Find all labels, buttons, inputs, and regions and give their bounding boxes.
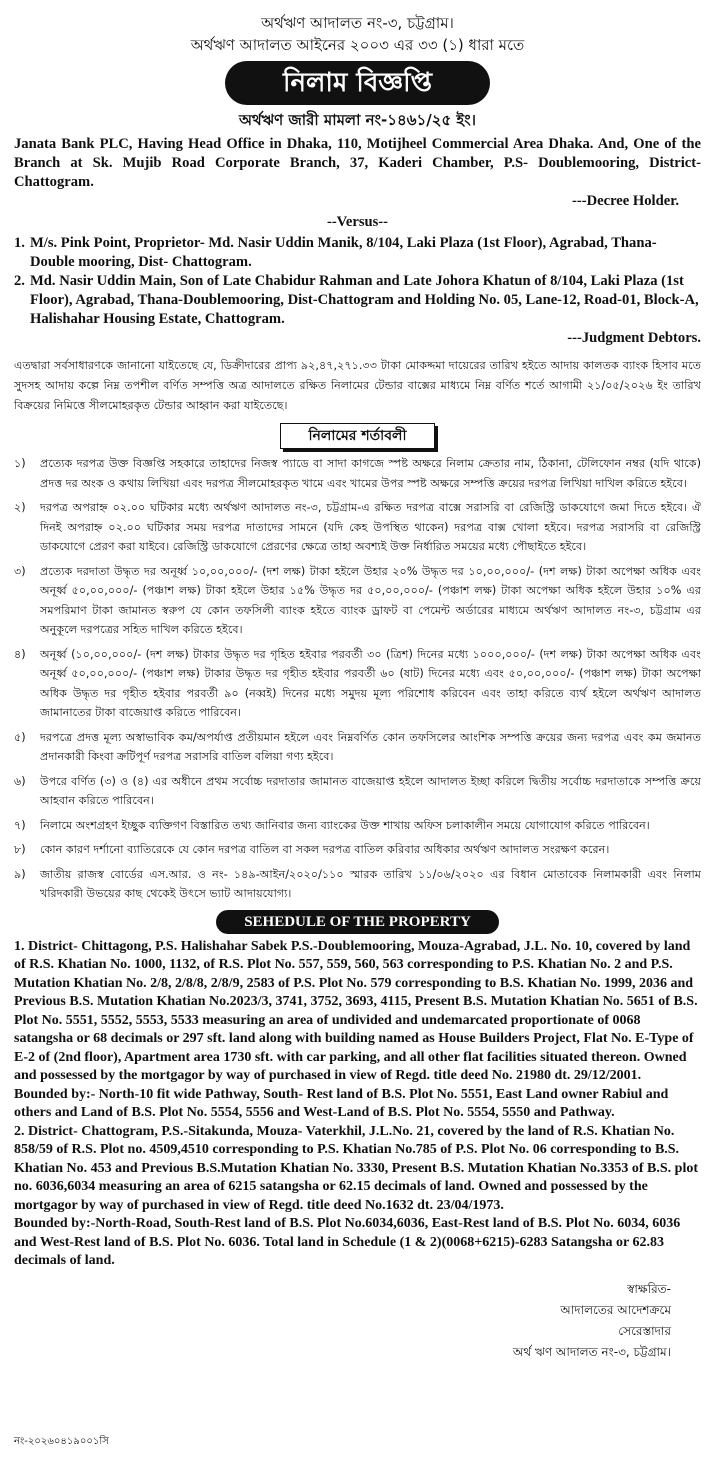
decree-holder-text: Janata Bank PLC, Having Head Office in Dhaka, 110, Motijheel Commercial Area Dhaka. And, One of the Branch at Sk. Mujib Road Corporate Branch, 37, Kaderi Chamber, P.S- Doublemooring, District- Chattogram.	[14, 136, 701, 190]
debtor-text: Md. Nasir Uddin Main, Son of Late Chabidur Rahman and Late Johora Khatun of 8/104, Laki Plaza (1st Floor), Agrabad, Thana-Doublemooring, Dist-Chattogram and Holding No. 05, Lane-12, Road-01, Block-A, Halishahar Housing Estate, Chattogram.	[30, 273, 699, 327]
schedule-item-1: 1. District- Chittagong, P.S. Halishahar Sabek P.S.-Doublemooring, Mouza-Agrabad, J.L. No. 10, covered by land of R.S. Khatian No. 1000, 1132, of R.S. Plot No. 557, 559, 560, 563 corresponding to P.S. Khatian No. 2 and P.S. Mutation Khatian No. 2/8, 2/8/8, 2/8/9, 2583 of P.S. Plot No. 579 corresponding to B.S. Khatian No. 1999, 2036 and Previous B.S. Mutation Khatian No.2023/3, 3741, 3752, 3693, 4115, Present B.S. Mutation Khatian No. 5651 of B.S. Plot No. 5551, 5552, 5553, 5533 measuring an area of undivided and undemarcated proportionate of 0068 satangsha or 68 decimals or 297 sft. land along with building named as House Builders Project, Flat No. E-Type of E-2 of (2nd floor), Apartment area 1730 sft. with car parking, and all other flat facilities situated thereon. Owned and possessed by the mortgagor by way of purchased in view of Regd. title deed No. 21980 dt. 29/12/2001.	[14, 938, 698, 1083]
debtor-item	[14, 234, 701, 272]
term-text: কোন কারণ দর্শানো ব্যাতিরেকে যে কোন দরপত্র বাতিল বা সকল দরপত্র বাতিল করিবার অধিকার অর্থঋণ আদালত সংরক্ষণ করেন।	[40, 843, 610, 856]
notice-title: নিলাম বিজ্ঞপ্তি	[225, 61, 490, 105]
term-number: ৯)	[14, 867, 26, 881]
schedule-boundary-2: Bounded by:-North-Road, South-Rest land of B.S. Plot No.6034,6036, East-Rest land of B.S. Plot No. 6034, 6036 and West-Rest land of B.S. Plot No. 6036. Total land in Schedule (1 & 2)(0068+6215)-6283 Satangsha or 62.83 decimals of land.	[14, 1216, 681, 1268]
judgment-debtors-label: ---Judgment Debtors.	[567, 330, 701, 346]
versus-label: --Versus--	[326, 214, 389, 230]
court-name: অর্থঋণ আদালত নং-৩, চট্টগ্রাম।	[261, 14, 454, 32]
term-text: উপরে বর্ণিত (৩) ও (৪) এর অধীনে প্রথম সর্বোচ্চ দরদাতার জামানত বাজেয়াপ্ত হইলে আদালত ইচ্ছা করিলে দ্বিতীয় সর্বোচ্চ দরদাতাকে সম্পত্তি ক্রয়ে আহবান করিতে পারিবেন।	[40, 774, 701, 807]
term-text: জাতীয় রাজস্ব বোর্ডের এস.আর. ও নং- ১৪৯-আইন/২০২০/১১০ স্মারক তারিখ ১১/০৬/২০২০ এর বিধান মোতাবেক নিলামকারী এবং নিলাম খরিদকারী উভয়ের কাছ থেকেই উৎসে ভ্যাট আদায়যোগ্য।	[40, 867, 701, 900]
signature-court-name: অর্থ ঋণ আদালত নং-৩, চট্টগ্রাম।	[512, 1344, 671, 1359]
schedule-boundary-1: Bounded by:- North-10 fit wide Pathway, South- Rest land of B.S. Plot No. 5551, East Land owner Rabiul and others and Land of B.S. Plot No. 5554, 5556 and West-Land of B.S. Plot No. 5554, 5550 and Pathway.	[14, 1086, 669, 1120]
term-number: ৩)	[14, 564, 26, 578]
term-number: ১)	[14, 457, 26, 470]
term-number: ৬)	[14, 774, 26, 788]
term-item	[14, 645, 701, 723]
term-text: প্রত্যেক দরদাতা উদ্ধৃত দর অনূর্ধ্ব ১০,০০,০০০/- (দশ লক্ষ) টাকা হইলে উহার ২০% উদ্ধৃত দর ১০,০০,০০০/- (দশ লক্ষ) টাকা অপেক্ষা অধিক এবং অনূর্ধ্ব ৫০,০০,০০০/- (পঞ্চাশ লক্ষ) টাকা হইলে উহার ১৫% উদ্ধৃত দর ৫০,০০,০০০/- (পঞ্চাশ লক্ষ) টাকা অপেক্ষা অধিক হইলে উহার ১০% এর সমপরিমাণ টাকা জামানত স্বরুপ যে কোন তফসিলী ব্যাংক হইতে ব্যাংক ড্রাফট বা পেমেন্ট অর্ডারের মাধ্যমে অর্থঋণ আদালত নং-৩, চট্টগ্রাম এর অনুকূলে দরপত্রের সহিত দাখিল করিতে হইবে।	[40, 564, 701, 636]
schedule-heading: SEHEDULE OF THE PROPERTY	[216, 910, 499, 934]
term-item	[14, 816, 701, 836]
term-item	[14, 454, 701, 493]
terms-heading-wrap	[14, 423, 701, 449]
by-order-label: আদালতের আদেশক্রমে	[560, 1302, 671, 1317]
schedule-heading-wrap	[14, 910, 701, 934]
debtor-number: 1.	[14, 235, 25, 251]
term-number: ২)	[14, 501, 26, 514]
term-number: ৮)	[14, 843, 26, 856]
schedule-section	[14, 938, 701, 1271]
term-item	[14, 498, 701, 557]
serestadar-label: সেরেস্তাদার	[618, 1323, 671, 1338]
term-item	[14, 772, 701, 811]
debtor-number: 2.	[14, 273, 25, 289]
term-text: দরপত্রে প্রদত্ত মূল্য অস্বাভাবিক কম/অপর্যাপ্ত প্রতীয়মান হইলে এবং নিম্নবর্ণিত কোন তফসিলের আংশিক সম্পত্তি ক্রয়ের জন্য দরপত্র এবং কম জমানত প্রদানকারী কিংবা ক্রটিপূর্ণ দরপত্র সরাসরি বাতিল বলিয়া গণ্য হইবে।	[40, 730, 701, 763]
term-text: প্রত্যেক দরপত্র উক্ত বিজ্ঞপ্তি সহকারে তাহাদের নিজস্ব প্যাডে বা সাদা কাগজে স্পষ্ট অক্ষরে নিলাম ক্রেতার নাম, ঠিকানা, টেলিফোন নম্বর (যদি থাকে) প্রদত্ত দর অংক ও কথায় লিখিয়া এবং দরপত্র সীলমোহরকৃত খামে এবং খামের উপর স্পষ্ট অক্ষরে সম্পত্তি ক্রয়ের দরপত্র লিখিয়া দাখিল করিতে হইবে।	[40, 457, 701, 490]
term-text: নিলামে অংশগ্রহণ ইচ্ছুক ব্যক্তিগণ বিস্তারিত তথ্য জানিবার জন্য ব্যাংকের উক্ত শাখায় অফিস চলাকালীন সময়ে যোগাযোগ করিতে পারিবেন।	[40, 818, 650, 832]
term-item	[14, 840, 701, 860]
terms-list	[14, 454, 701, 904]
schedule-item-2: 2. District- Chattogram, P.S.-Sitakunda, Mouza- Vaterkhil, J.L.No. 21, covered by the land of R.S. Khatian No. 858/59 of R.S. Plot no. 4509,4510 corresponding to P.S. Khatian No.785 of P.S. Plot No. 06 corresponding to B.S. Khatian No. 453 and Previous B.S.Mutation Khatian No. 3330, Present B.S. Mutation Khatian No.3353 of B.S. plot no. 6036,6034 measuring an area of 6215 satangsha or 62.15 decimals of land. Owned and possessed by the mortgagor by way of purchased in view of Regd. title deed No.1632 dt. 23/04/1973.	[14, 1123, 699, 1213]
law-reference: অর্থঋণ আদালত আইনের ২০০৩ এর ৩৩ (১) ধারা মতে	[190, 36, 525, 54]
term-number: ৫)	[14, 730, 26, 744]
signed-label: স্বাক্ষরিত-	[627, 1281, 671, 1296]
intro-paragraph: এতদ্বারা সর্বসাধারণকে জানানো যাইতেছে যে, ডিক্রীদারের প্রাপ্য ৯২,৪৭,২৭১.৩৩ টাকা মোকদ্দমা দায়েরের তারিখ হইতে আদায় কালতক ব্যাংক হিসাব মতে সুদসহ আদায় কল্পে নিম্ন তপশীল বর্ণিত সম্পত্তি অত্র আদালতে রক্ষিত নিলামের টেন্ডার বাক্সের মাধ্যমে নিম্ন বর্ণিত শর্তে আগামী ২১/০৫/২০২৬ ইং তারিখ বিক্রয়ের নিমিত্তে সীলমোহরকৃত টেন্ডার আহ্বান করা যাইতেছে।	[14, 359, 701, 412]
decree-holder-block	[14, 135, 701, 348]
signature-block	[14, 1279, 701, 1363]
term-number: ৭)	[14, 818, 26, 832]
term-item	[14, 562, 701, 640]
decree-holder-label: ---Decree Holder.	[572, 193, 679, 209]
term-text: দরপত্র অপরাহ্ন ০২.০০ ঘটিকার মধ্যে অর্থঋণ আদালত নং-৩, চট্টগ্রাম-এ রক্ষিত দরপত্র বাক্সে সরাসরি বা রেজিস্ট্রি ডাকযোগে জমা দিতে হইবে। ঐ দিনই অপরাহ্ন ০২.০০ ঘটিকার সময় দরপত্র দাতাদের সামনে (যদি কেহ উপস্থিত থাকেন) দরপত্র বাক্স খোলা হইবে। দরপত্র সরাসরি বা রেজিস্ট্রি ডাকযোগে প্রেরণ করা যাইবে। রেজিস্ট্রি ডাকযোগে প্রেরণের ক্ষেত্রে তাহা অবশ্যই উক্ত নির্ধারিত সময়ের মধ্যে পৌছাইতে হইবে।	[40, 501, 701, 553]
term-number: ৪)	[14, 647, 26, 661]
case-number: অর্থঋণ জারী মামলা নং-১৪৬১/২৫ ইং।	[238, 111, 477, 129]
title-banner	[14, 61, 701, 105]
term-text: অনূর্ধ্ব (১০,০০,০০০/- (দশ লক্ষ) টাকার উদ্ধৃত দর গৃহিত হইবার পরবর্তী ৩০ (ত্রিশ) দিনের মধ্যে ১০০০,০০০/- (দশ লক্ষ) টাকা অপেক্ষা অধিক এবং অনূর্ধ্ব ৫০,০০,০০০/- (পঞ্চাশ লক্ষ) টাকার উদ্ধৃত দর গৃহীত হইবার পরবর্তী ৬০ (ষাট) দিনের মধ্যে এবং ৫০,০০,০০০/- (পঞ্চাশ লক্ষ) টাকা অপেক্ষা অধিক উদ্ধৃত দর গৃহীত হইবার পরবর্তী ৯০ (নব্বই) দিনের মধ্যে সমুদয় মূল্য পরিশোধ করিবেন এবং তাহা করিতে ব্যর্থ হইলে অর্থঋণ আদালত জামানাতের টাকা বাজেয়াপ্ত করিতে পারিবেন।	[40, 647, 701, 719]
debtor-item	[14, 272, 701, 329]
term-item	[14, 865, 701, 904]
memo-number: নং-২০২৬০৪১৯০০১সি	[14, 1436, 109, 1447]
term-item	[14, 728, 701, 767]
terms-heading: নিলামের শর্তাবলী	[280, 423, 436, 449]
debtor-text: M/s. Pink Point, Proprietor- Md. Nasir Uddin Manik, 8/104, Laki Plaza (1st Floor), Agrabad, Thana-Double mooring, Dist- Chattogram.	[30, 235, 657, 270]
